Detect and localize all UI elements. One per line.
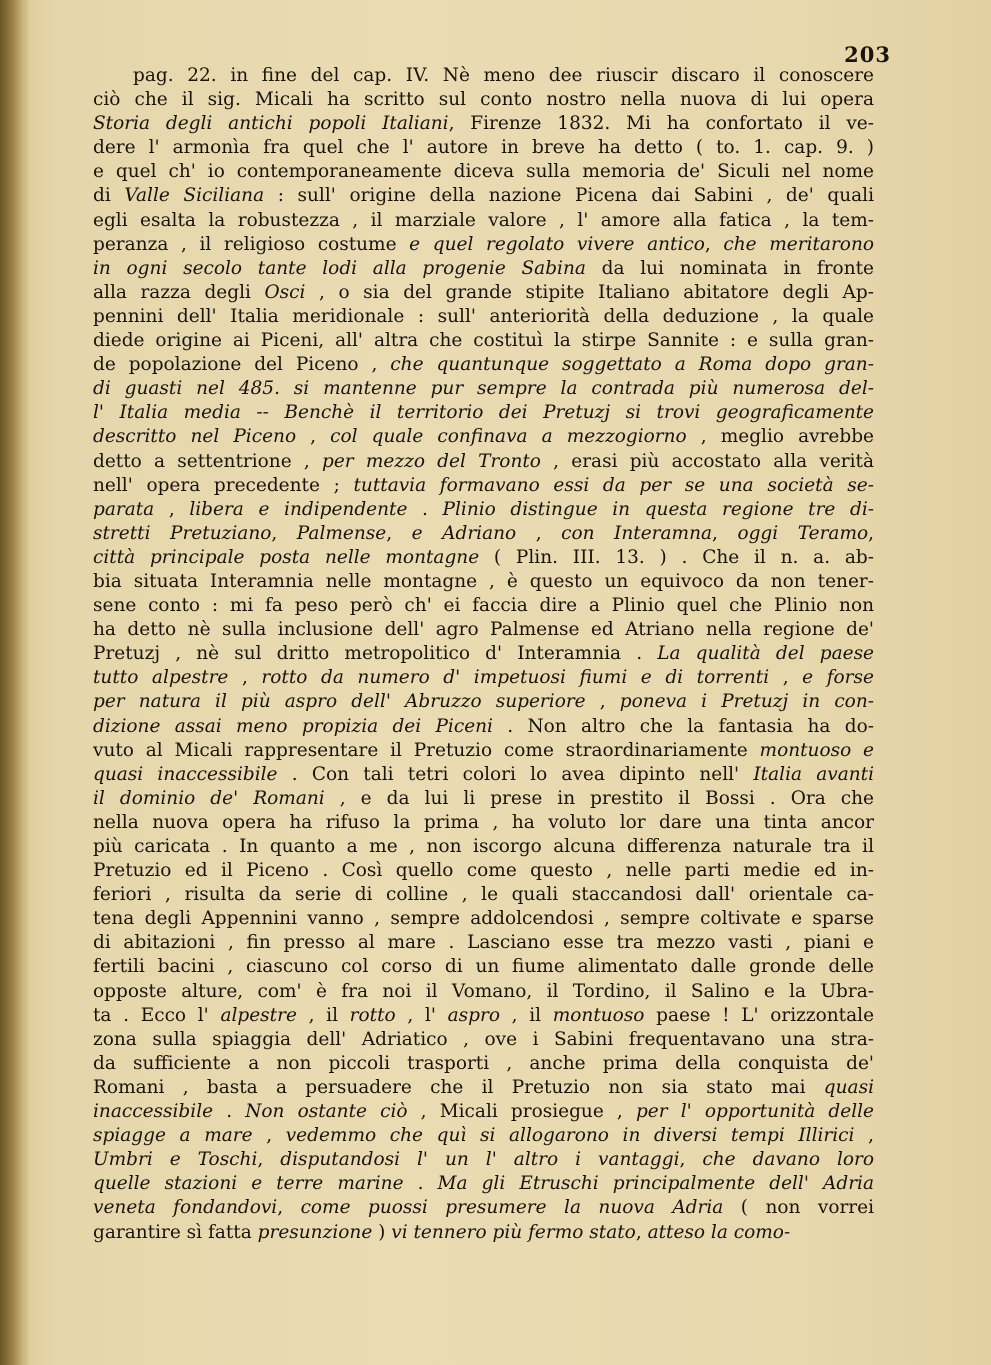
text-line [93,136,874,160]
text-line [93,425,874,449]
text-line [93,1052,874,1076]
text-segment: , Micali prosiegue , [407,1101,636,1123]
text-segment: , il [499,1004,553,1026]
text-line [93,1076,874,1100]
text-segment: , [252,1125,286,1147]
italic-text-segment: poneva i Pretuzj in con- [619,691,874,713]
italic-text-segment: per mezzo del Tronto [321,450,541,472]
text-line [93,64,874,88]
italic-text-segment: rotto [349,1004,396,1026]
italic-text-segment: descritto nel Piceno [93,426,297,448]
text-segment: . [403,1173,438,1195]
text-segment: garantire sì fatta [93,1221,258,1243]
text-line [93,474,874,498]
text-segment: Pretuzio ed il Piceno . Così quello come questo , nelle parti medie ed in- [93,860,874,882]
text-segment: feriori , risulta da serie di colline , le quali staccandosi dall' orientale ca- [93,884,874,906]
italic-text-segment: dizione assai meno propizia dei Piceni [93,715,493,737]
italic-text-segment: vi tennero più fermo stato [391,1221,636,1243]
text-segment: , [704,233,724,255]
italic-text-segment: e forse [802,667,874,689]
italic-text-segment: il dominio de' Romani [93,787,325,809]
italic-text-segment: presunzione [257,1221,373,1243]
text-segment: ta . Ecco l' [93,1004,221,1026]
text-segment: nella nuova opera ha rifuso la prima , ha voluto lor dare una tinta ancor [93,811,874,833]
text-segment: nell' opera precedente ; [93,474,354,496]
text-segment: peranza , il religioso costume [93,233,410,255]
text-line [93,907,874,931]
text-segment: . [407,498,443,520]
text-line [93,859,874,883]
text-segment: , erasi più accostato alla verità [540,450,874,472]
text-segment: più caricata . In quanto a me , non iscorgo alcuna differenza naturale tra il [93,836,874,857]
italic-text-segment: montuoso [552,1004,645,1026]
text-segment: alla razza degli [93,281,265,303]
text-segment: tena degli Appennini vanno , sempre addolcendosi , sempre coltivate e sparse [93,908,874,930]
italic-text-segment: Storia degli antichi popoli Italiani [93,113,449,135]
text-segment: , o sia del grande stipite Italiano abitatore degli Ap- [305,281,874,303]
text-line [93,257,874,281]
text-line [93,184,874,208]
text-segment: ciò che il sig. Micali ha scritto sul conto nostro nella nuova di lui opera [93,89,874,111]
text-line [93,931,874,955]
italic-text-segment: veneta fondandovi [93,1197,278,1219]
text-segment: , [277,1197,301,1219]
text-line [93,666,874,690]
italic-text-segment: col quale confinava a mezzogiorno [330,426,687,448]
text-segment: , [585,691,620,713]
text-segment: de popolazione del Piceno , [93,354,391,376]
text-segment: da lui nominata in fronte [585,257,874,279]
italic-text-segment: Italia avanti [753,763,874,785]
text-segment: . Con tali tetri colori lo avea dipinto nell' [277,763,754,785]
text-line [93,305,874,329]
italic-text-segment: alpestre [220,1004,297,1026]
body-text [93,64,874,1245]
text-line [93,763,874,787]
italic-text-segment: di guasti nel 485. si mantenne pur sempre la contrada più numerosa del- [93,378,874,400]
text-segment: , Firenze 1832. Mi ha confortato il ve- [448,113,874,135]
italic-text-segment: oggi Teramo [737,522,869,544]
text-segment: , il [296,1004,350,1026]
text-segment: , [271,522,297,544]
text-segment: vuto al Micali rappresentare il Pretuzio come straordinariamente [93,739,760,761]
text-segment: ( Plin. III. 13. ) . Che il n. a. ab- [479,546,874,568]
text-segment: zona sulla spiaggia dell' Adriatico , ove i Sabini frequentavano una stra- [93,1028,874,1050]
text-line [93,233,874,257]
italic-text-segment: per l' opportunità delle [635,1101,874,1123]
italic-text-segment: Osci [264,281,306,303]
text-line [93,1221,874,1245]
text-line [93,570,874,594]
text-line [93,329,874,353]
text-line [93,401,874,425]
text-segment: dere l' armonìa fra quel che l' autore in breve ha detto ( to. 1. cap. 9. ) [93,137,874,159]
text-segment: pag. 22. in fine del cap. IV. Nè meno dee riuscir discaro il conoscere [133,65,874,86]
text-segment: : sull' origine della nazione Picena dai Sabini , de' quali [264,185,874,207]
italic-text-segment: tuttavia formavano essi da per se una società se- [353,474,874,496]
text-line [93,522,874,546]
italic-text-segment: vedemmo che quì si allogarono in diversi tempi Illirici [285,1125,855,1147]
text-segment: opposte alture, com' è fra noi il Vomano, il Tordino, il Salino e la Ubra- [93,980,874,1002]
text-segment: . [213,1101,246,1123]
text-line [93,980,874,1004]
text-segment: ha detto nè sulla inclusione dell' agro Palmense ed Atriano nella regione de' [93,619,874,641]
text-segment: diede origine ai Piceni, all' altra che costituì la stirpe Sannite : e sulla gran- [93,330,874,352]
text-line [93,353,874,377]
text-segment: Pretuzj , nè sul dritto metropolitico d' Interamnia . [93,643,658,665]
text-segment: . Non altro che la fantasia ha do- [492,715,874,737]
text-line [93,955,874,979]
text-segment: sene conto : mi fa peso però ch' ei faccia dire a Plinio quel che Plinio non [93,595,874,617]
text-segment: , [296,426,331,448]
text-segment: , [679,1149,703,1171]
italic-text-segment: parata [93,498,155,520]
text-line [93,160,874,184]
italic-text-segment: quelle stazioni e terre marine [93,1173,404,1195]
text-segment: paese ! L' orizzontale [644,1004,874,1026]
text-line [93,715,874,739]
italic-text-segment: Valle Siciliana [124,185,265,207]
italic-text-segment: montuoso e [759,739,874,761]
italic-text-segment: Plinio distingue in questa regione tre di- [442,498,874,520]
text-segment: ( non vorrei [723,1197,874,1219]
text-segment: e quel ch' io contemporaneamente diceva sulla memoria de' Siculi nel nome [93,161,874,183]
text-segment: egli esalta la robustezza , il marziale valore , l' amore alla fatica , la tem- [93,209,874,231]
italic-text-segment: quasi inaccessibile [93,763,278,785]
text-segment: , [386,522,412,544]
text-line [93,618,874,642]
italic-text-segment: che quantunque soggettato a Roma dopo gran- [390,354,874,376]
text-segment: , l' [395,1004,448,1026]
text-line [93,835,874,859]
italic-text-segment: e quel regolato vivere antico [409,233,705,255]
text-line [93,1196,874,1220]
italic-text-segment: in ogni secolo tante lodi alla progenie Sabina [93,257,586,279]
text-line [93,546,874,570]
italic-text-segment: Non ostante ciò [245,1101,408,1123]
text-segment: , [257,1149,281,1171]
italic-text-segment: quasi [823,1076,874,1098]
italic-text-segment: e Adriano [411,522,517,544]
text-segment: di [93,185,125,207]
text-line [93,1124,874,1148]
italic-text-segment: inaccessibile [93,1101,214,1123]
text-segment: , [769,667,803,689]
text-line [93,739,874,763]
italic-text-segment: rotto da numero d' impetuosi fiumi e di torrenti [261,667,770,689]
text-segment: Romani , basta a persuadere che il Pretuzio non sia stato mai [93,1076,824,1098]
italic-text-segment: con Interamna [561,522,713,544]
text-segment: , [154,498,190,520]
text-segment: , e da lui li prese in prestito il Bossi . Ora che [324,787,874,809]
italic-text-segment: che davano loro [702,1149,874,1171]
text-segment: , [635,1221,648,1243]
text-line [93,594,874,618]
text-line [93,209,874,233]
italic-text-segment: spiagge a mare [93,1125,253,1147]
italic-text-segment: aspro [447,1004,500,1026]
text-segment: , meglio avrebbe [686,426,874,448]
text-line [93,112,874,136]
text-line [93,1028,874,1052]
italic-text-segment: stretti Pretuziano [93,522,272,544]
italic-text-segment: atteso la como- [647,1221,791,1243]
text-line [93,1172,874,1196]
text-line [93,883,874,907]
page-number: 203 [844,42,891,67]
italic-text-segment: l' Italia media -- Benchè il territorio dei Pretuzj si trovi geograficamente [93,402,874,424]
text-line [93,88,874,112]
italic-text-segment: La qualità del paese [657,643,874,665]
text-line [93,377,874,401]
text-segment: , [228,667,262,689]
text-line [93,1004,874,1028]
text-segment: , [868,522,874,544]
text-segment: , [854,1125,874,1147]
text-line [93,498,874,522]
italic-text-segment: Umbri e Toschi [93,1149,258,1171]
text-line [93,450,874,474]
text-line [93,1148,874,1172]
text-segment: bia situata Interamnia nelle montagne , è questo un equivoco da non tener- [93,570,874,592]
text-segment: pennini dell' Italia meridionale : sull' anteriorità della deduzione , la quale [93,305,874,327]
italic-text-segment: disputandosi l' un l' altro i vantaggi [280,1149,680,1171]
italic-text-segment: città principale posta nelle montagne [93,546,480,568]
text-line [93,642,874,666]
text-segment: , [516,522,562,544]
text-segment: fertili bacini , ciascuno col corso di un fiume alimentato dalle gronde delle [93,956,874,978]
italic-text-segment: Ma gli Etruschi principalmente dell' Adria [437,1173,874,1195]
italic-text-segment: per natura il più aspro dell' Abruzzo superiore [93,691,586,713]
text-segment: da sufficiente a non piccoli trasporti , anche prima della conquista de' [93,1052,874,1074]
text-line [93,811,874,835]
italic-text-segment: come puossi presumere la nuova Adria [300,1197,724,1219]
text-segment: di abitazioni , fin presso al mare . Lasciano esse tra mezzo vasti , piani e [93,932,874,954]
text-line [93,1100,874,1124]
text-segment: detto a settentrione , [93,450,322,472]
italic-text-segment: che meritarono [723,233,874,255]
text-segment: , [712,522,738,544]
text-line [93,281,874,305]
book-binding-shadow [0,0,30,1365]
text-line [93,787,874,811]
text-segment: ) [372,1221,392,1243]
italic-text-segment: tutto alpestre [93,667,229,689]
italic-text-segment: libera e indipendente [189,498,408,520]
text-line [93,690,874,714]
italic-text-segment: Palmense [296,522,387,544]
